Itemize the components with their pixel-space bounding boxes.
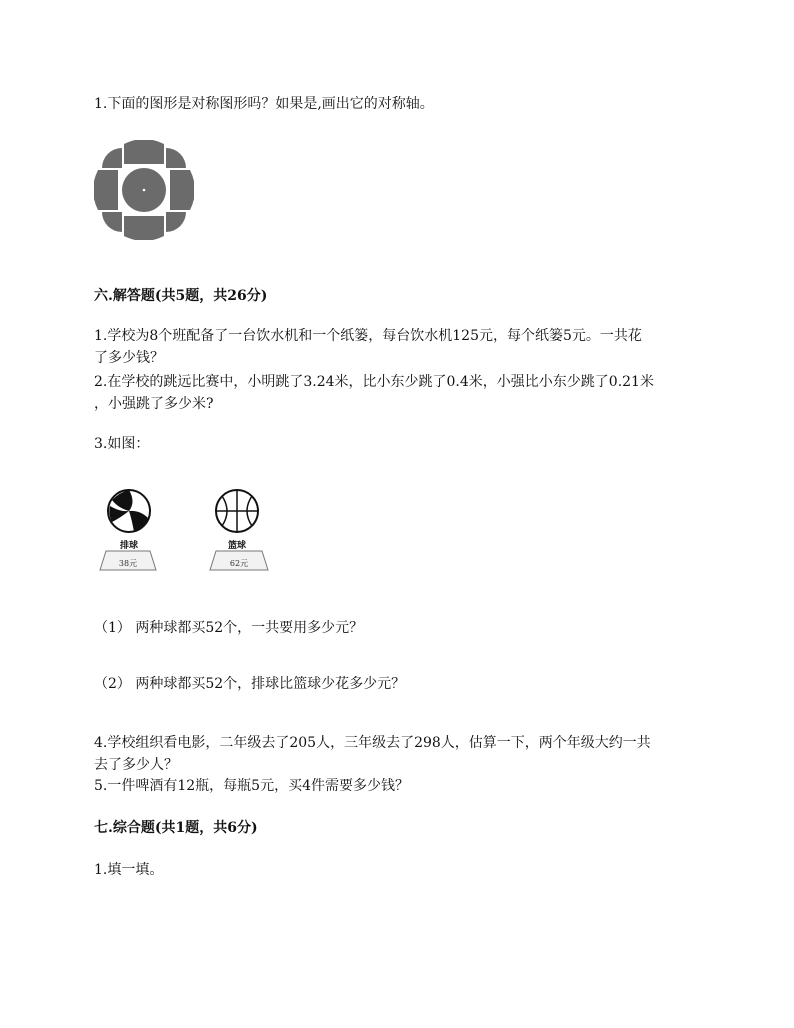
basketball-item — [206, 488, 272, 578]
q3-sub1-text: （1） 两种球都买52个，一共要用多少元？ — [94, 620, 364, 636]
volleyball-price: 38元 — [118, 559, 138, 568]
q1-text-line2: 了多少钱？ — [94, 350, 164, 366]
section7-q1-text: 1.填一填。 — [94, 862, 164, 878]
q1-text-line1: 1.学校为8个班配备了一台饮水机和一个纸篓，每台饮水机125元，每个纸篓5元。一共花 — [94, 328, 642, 344]
q2-text-line1: 2.在学校的跳远比赛中，小明跳了3.24米，比小东少跳了0.4米，小强比小东少跳了0.21米 — [94, 374, 654, 390]
section-6-heading: 六.解答题(共5题，共26分) — [94, 288, 268, 304]
volleyball-label: 排球 — [119, 541, 138, 551]
volleyball-item — [94, 488, 158, 578]
section-7-heading: 七.综合题(共1题，共6分) — [94, 820, 258, 836]
q4-text-line1: 4.学校组织看电影，二年级去了205人，三年级去了298人，估算一下，两个年级大约一共 — [94, 735, 651, 751]
symmetric-figure-icon — [94, 140, 194, 240]
q4-text-line2: 去了多少人？ — [94, 757, 178, 773]
question-symmetry: 1.下面的图形是对称图形吗？如果是,画出它的对称轴。 — [94, 96, 434, 112]
basketball-icon — [214, 488, 260, 534]
volleyball-icon — [106, 488, 152, 534]
q3-text: 3.如图： — [94, 436, 150, 452]
basketball-price: 62元 — [229, 559, 249, 568]
q5-text: 5.一件啤酒有12瓶，每瓶5元，买4件需要多少钱？ — [94, 778, 409, 794]
q2-text-line2: ，小强跳了多少米? — [94, 396, 214, 412]
q3-sub2-text: （2） 两种球都买52个，排球比篮球少花多少元？ — [94, 676, 406, 692]
basketball-label: 篮球 — [227, 541, 246, 551]
